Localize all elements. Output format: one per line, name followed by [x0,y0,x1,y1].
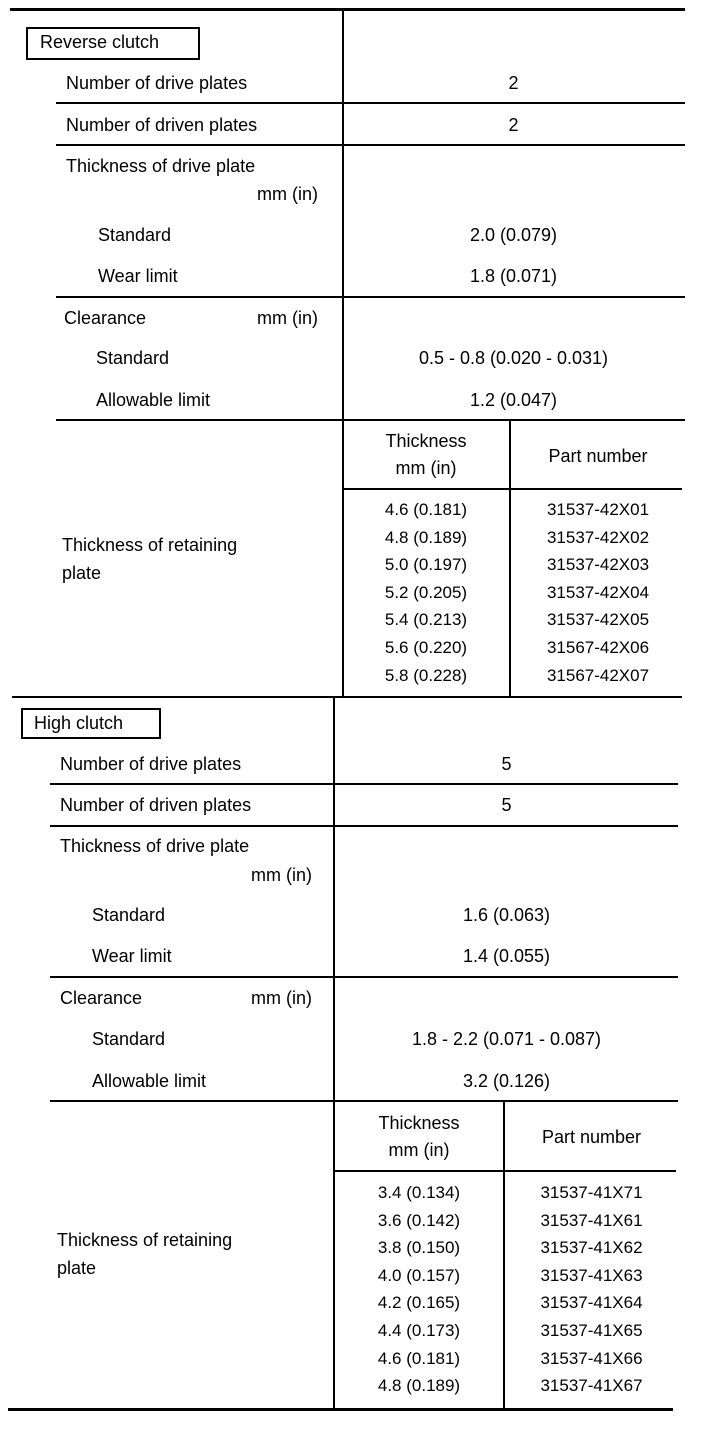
reverse-standard-label: Standard [98,225,172,245]
reverse-clearance-label: Clearance [64,308,147,328]
high-drive-plates-label: Number of drive plates [60,754,242,774]
high-retaining-label-line2: plate [57,1258,97,1278]
plate-thickness: 4.6 (0.181) [384,500,468,519]
plate-part-number: 31567-42X07 [546,665,650,685]
plate-thickness: 3.8 (0.150) [377,1238,461,1258]
plate-part-number: 31537-41X63 [540,1265,643,1285]
high-col-thickness-line2: mm (in) [388,1140,450,1160]
plate-part-number: 31537-41X65 [540,1321,643,1340]
plate-thickness: 5.6 (0.220) [384,638,468,657]
high-col-part-number: Part number [541,1127,642,1147]
reverse-clutch-heading: Reverse clutch [40,32,160,52]
reverse-retaining-label-line2: plate [62,563,102,583]
plate-thickness: 4.2 (0.165) [377,1293,461,1313]
subtable-header-divider [343,488,682,490]
bottom-rule [8,1408,673,1411]
row-divider [56,419,685,421]
reverse-wear-limit-value: 1.8 (0.071) [469,266,558,286]
high-clutch-heading: High clutch [34,713,124,733]
reverse-wear-limit-label: Wear limit [98,266,178,286]
plate-part-number: 31537-42X03 [546,555,650,575]
high-drive-thickness-label: Thickness of drive plate [60,836,250,856]
reverse-driven-plates-label: Number of driven plates [66,115,258,135]
plate-thickness: 4.8 (0.189) [384,527,468,547]
reverse-col-thickness-line1: Thickness [385,431,467,451]
high-driven-plates-label: Number of driven plates [60,795,252,815]
high-allowable-label: Allowable limit [92,1071,207,1091]
top-rule [10,8,685,11]
plate-part-number: 31567-42X06 [546,638,650,657]
reverse-drive-thickness-unit: mm (in) [257,184,318,204]
plate-thickness: 5.2 (0.205) [384,582,468,602]
plate-part-number: 31537-41X64 [540,1293,643,1313]
row-divider [56,102,685,104]
reverse-drive-plates-value: 2 [508,73,519,93]
high-clearance-label: Clearance [60,988,143,1008]
high-wear-limit-label: Wear limit [92,946,172,966]
reverse-retaining-label-line1: Thickness of retaining [62,535,238,555]
plate-part-number: 31537-41X66 [540,1348,643,1368]
row-divider [50,976,678,978]
row-divider [56,144,685,146]
high-retaining-label-line1: Thickness of retaining [57,1230,233,1250]
reverse-standard-value: 2.0 (0.079) [469,225,558,245]
plate-part-number: 31537-41X71 [540,1183,643,1202]
reverse-allowable-label: Allowable limit [96,390,211,410]
row-divider [56,296,685,298]
high-allowable-value: 3.2 (0.126) [462,1071,551,1091]
plate-thickness: 4.8 (0.189) [377,1376,461,1396]
reverse-driven-plates-value: 2 [508,115,519,135]
high-clearance-unit: mm (in) [251,988,312,1008]
plate-part-number: 31537-42X01 [546,500,650,519]
high-clearance-standard-label: Standard [92,1029,166,1049]
plate-part-number: 31537-41X67 [540,1376,643,1396]
reverse-col-part-number: Part number [548,446,648,466]
plate-thickness: 4.0 (0.157) [377,1265,461,1285]
high-standard-value: 1.6 (0.063) [462,905,551,925]
high-standard-label: Standard [92,905,166,925]
row-divider [50,783,678,785]
reverse-col-thickness-line2: mm (in) [395,458,457,478]
plate-thickness: 3.4 (0.134) [377,1183,461,1202]
high-wear-limit-value: 1.4 (0.055) [462,946,551,966]
reverse-allowable-value: 1.2 (0.047) [469,390,558,410]
plate-part-number: 31537-41X61 [540,1210,643,1230]
high-col-thickness-line1: Thickness [378,1113,460,1133]
subtable-header-divider [335,1170,676,1172]
row-divider [50,1100,678,1102]
plate-thickness: 5.0 (0.197) [384,555,468,575]
row-divider [50,825,678,827]
high-drive-thickness-unit: mm (in) [251,865,312,885]
reverse-clearance-standard-value: 0.5 - 0.8 (0.020 - 0.031) [418,348,609,368]
high-driven-plates-value: 5 [501,795,512,815]
section-divider [12,696,682,698]
plate-thickness: 4.6 (0.181) [377,1348,461,1368]
plate-thickness: 3.6 (0.142) [377,1210,461,1230]
high-drive-plates-value: 5 [501,754,512,774]
reverse-drive-plates-label: Number of drive plates [66,73,248,93]
reverse-clearance-unit: mm (in) [257,308,318,328]
plate-part-number: 31537-41X62 [540,1238,643,1258]
reverse-clearance-standard-label: Standard [96,348,170,368]
reverse-drive-thickness-label: Thickness of drive plate [66,156,256,176]
plate-thickness: 4.4 (0.173) [377,1321,461,1340]
plate-part-number: 31537-42X05 [546,610,650,630]
plate-part-number: 31537-42X02 [546,527,650,547]
plate-part-number: 31537-42X04 [546,582,650,602]
plate-thickness: 5.8 (0.228) [384,665,468,685]
plate-thickness: 5.4 (0.213) [384,610,468,630]
high-clearance-standard-value: 1.8 - 2.2 (0.071 - 0.087) [411,1029,602,1049]
